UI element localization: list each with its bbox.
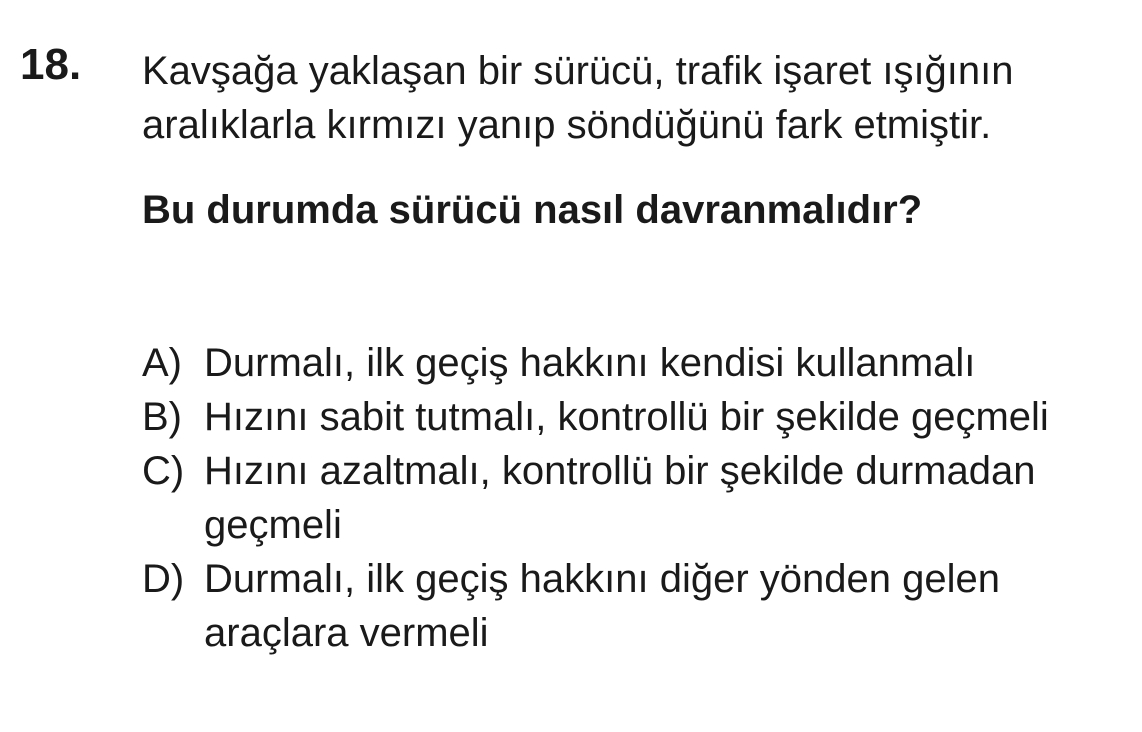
option-a[interactable] xyxy=(142,336,1082,390)
option-c[interactable] xyxy=(142,444,1082,552)
option-text: Durmalı, ilk geçiş hakkını kendisi kullanmalı xyxy=(204,341,976,385)
option-d[interactable] xyxy=(142,552,1082,660)
option-text: Hızını sabit tutmalı, kontrollü bir şekilde geçmeli xyxy=(204,395,1049,439)
question-body xyxy=(142,44,1102,237)
question-stem: Kavşağa yaklaşan bir sürücü, trafik işaret ışığının aralıklarla kırmızı yanıp söndüğünü fark etmiştir. xyxy=(142,49,1014,147)
option-letter: B) xyxy=(142,395,182,439)
option-b[interactable] xyxy=(142,390,1082,444)
option-letter: C) xyxy=(142,449,185,493)
answer-options xyxy=(142,336,1082,660)
option-text: Durmalı, ilk geçiş hakkını diğer yönden gelen araçlara vermeli xyxy=(204,557,1000,655)
option-letter: A) xyxy=(142,341,182,385)
question-number: 18. xyxy=(20,40,82,89)
question-prompt: Bu durumda sürücü nasıl davranmalıdır? xyxy=(142,188,923,232)
option-text: Hızını azaltmalı, kontrollü bir şekilde durmadan geçmeli xyxy=(204,449,1036,547)
option-letter: D) xyxy=(142,557,185,601)
